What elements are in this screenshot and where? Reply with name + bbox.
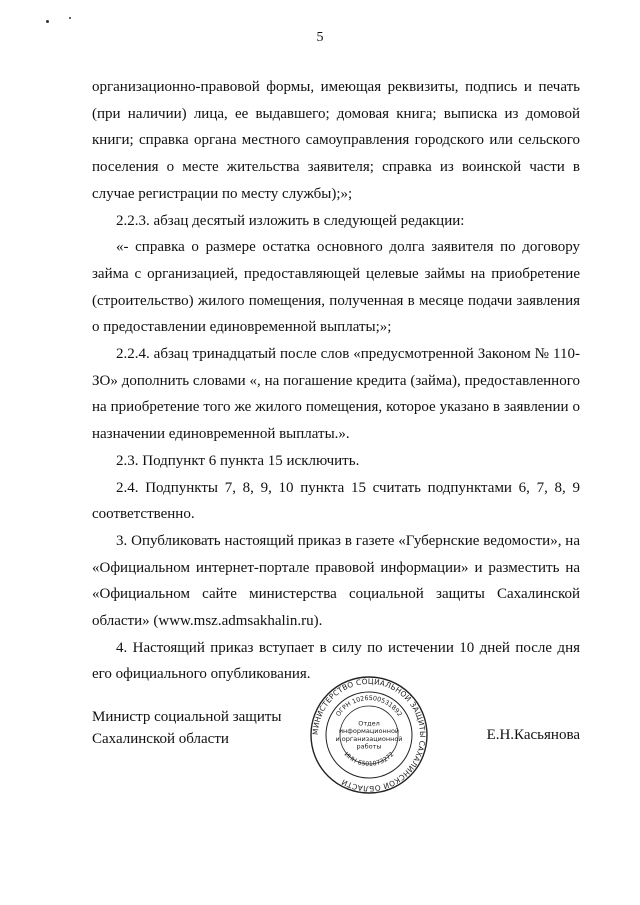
body-paragraph: организационно-правовой формы, имеющая реквизиты, подпись и печать (при наличии) лица, ее выдавшего; домовая книга; выписка из домовой книги; справка органа местного самоуправления городского или сельского поселения о месте жительства заявителя; справка из воинской части в случае регистрации по месту службы);»;	[92, 79, 580, 202]
svg-text:и организационной: и организационной	[335, 734, 403, 743]
body-paragraph: 2.3. Подпункт 6 пункта 15 исключить.	[116, 452, 360, 469]
signer-title-line-1: Министр социальной защиты	[92, 709, 282, 725]
svg-text:МИНИСТЕРСТВО СОЦИАЛЬНОЙ ЗАЩИТЫ: МИНИСТЕРСТВО СОЦИАЛЬНОЙ ЗАЩИТЫ САХАЛИНСКОЙ ОБЛАСТИ	[310, 676, 428, 794]
scan-speck	[69, 17, 71, 19]
official-stamp	[309, 675, 429, 795]
signature-block	[92, 706, 282, 750]
page-number: 5	[316, 30, 324, 45]
svg-text:работы: работы	[356, 742, 382, 751]
body-paragraph: 3. Опубликовать настоящий приказ в газете «Губернские ведомости», на «Официальном интернет-портале правовой информации» и разместить на «Официальном сайте министерства социальной защиты Сахалинской области» (www.msz.admsakhalin.ru).	[92, 532, 580, 630]
scan-speck	[46, 20, 49, 23]
body-paragraph: 2.4. Подпункты 7, 8, 9, 10 пункта 15 считать подпунктами 6, 7, 8, 9 соответственно.	[92, 479, 580, 523]
signer-name: Е.Н.Касьянова	[486, 727, 580, 743]
body-paragraph: «- справка о размере остатка основного долга заявителя по договору займа с организацией, предоставляющей целевые займы на приобретение (строительство) жилого помещения, полученная в месяце подачи заявления о предоставлении единовременной выплаты;»;	[92, 239, 580, 336]
svg-text:Отдел: Отдел	[358, 719, 380, 728]
signer-title-line-2: Сахалинской области	[92, 731, 229, 747]
body-paragraph: 2.2.3. абзац десятый изложить в следующей редакции:	[116, 212, 465, 229]
svg-text:ИНН 6501073272: ИНН 6501073272	[342, 751, 396, 768]
body-paragraph: 2.2.4. абзац тринадцатый после слов «предусмотренной Законом № 110-ЗО» дополнить словами «, на погашение кредита (займа), предоставленного на приобретение того же жилого помещения, которое указано в заявлении о назначении единовременной выплаты.».	[92, 346, 580, 443]
body-paragraph: 4. Настоящий приказ вступает в силу по истечении 10 дней после дня его официального опубликования.	[92, 639, 580, 683]
body-text	[92, 74, 580, 688]
svg-text:информационной: информационной	[338, 727, 400, 736]
svg-text:ОГРН 1026500531892: ОГРН 1026500531892	[334, 694, 404, 718]
